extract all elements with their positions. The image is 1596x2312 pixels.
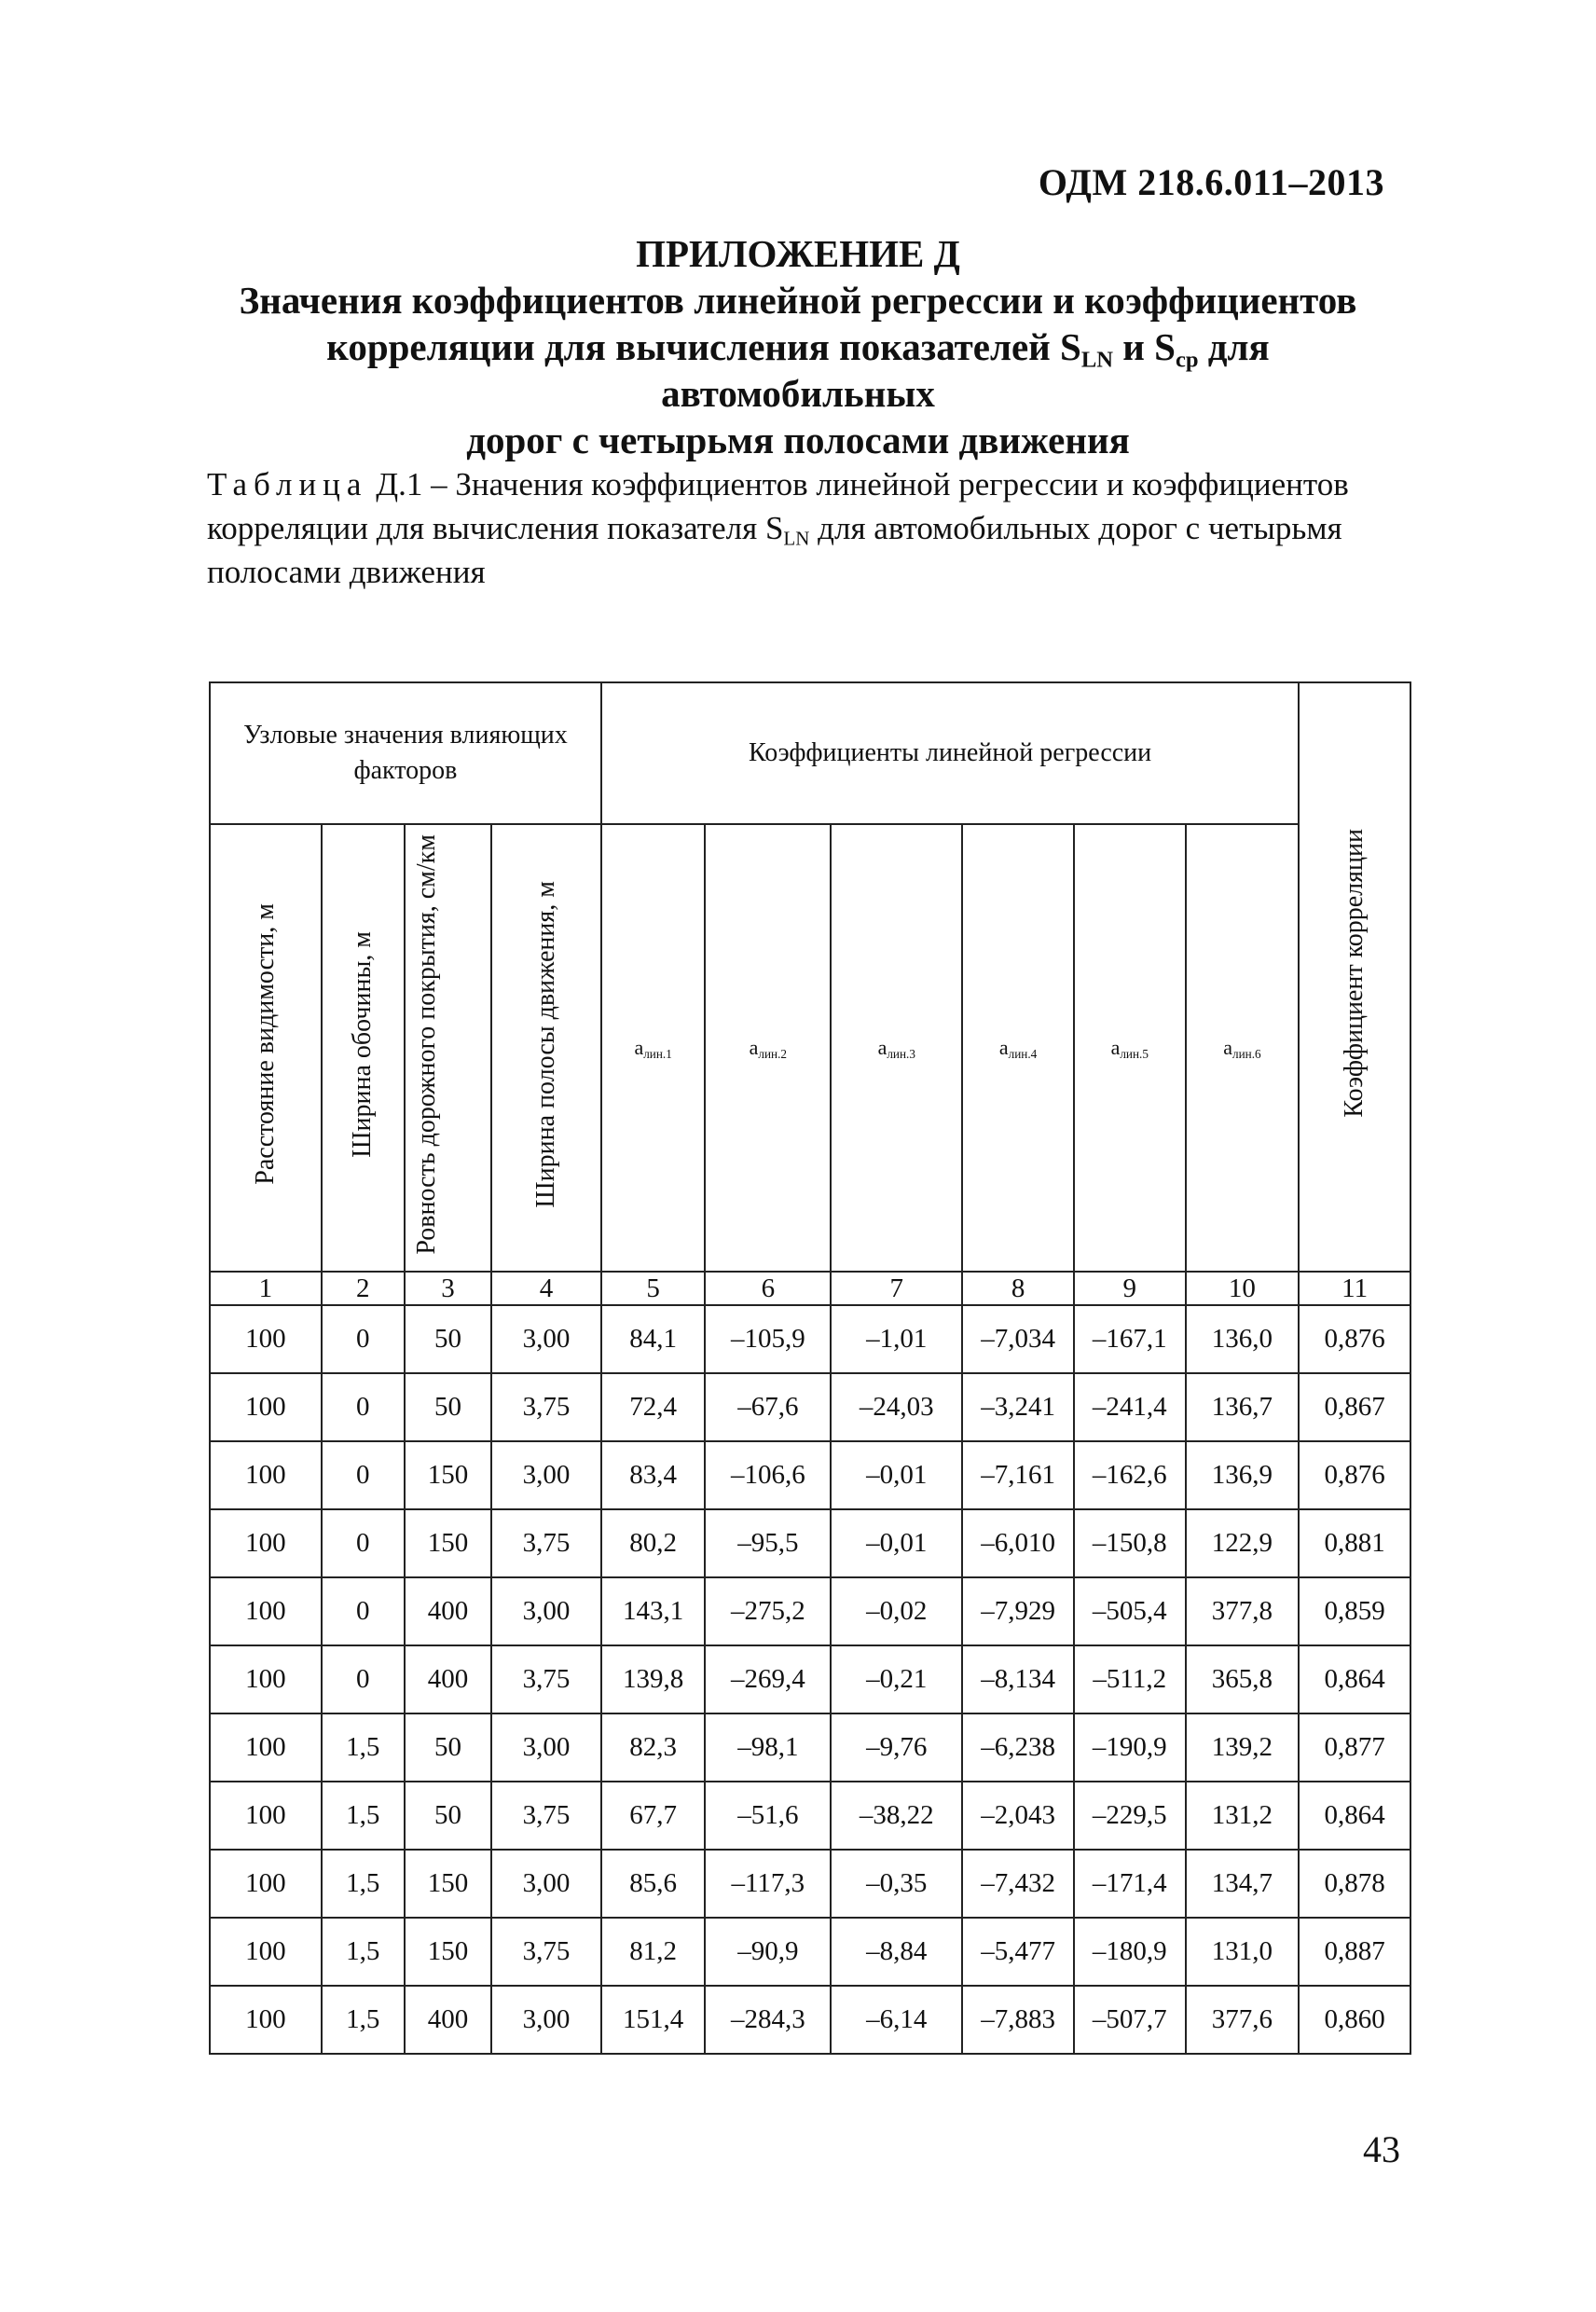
header-correlation-label: Коэффициент корреляции xyxy=(1340,829,1369,1118)
table-cell: –0,21 xyxy=(831,1645,962,1713)
table-cell: 151,4 xyxy=(601,1986,706,2054)
table-cell: 50 xyxy=(405,1782,491,1850)
column-number-cell: 11 xyxy=(1299,1272,1410,1305)
column-number-cell: 8 xyxy=(962,1272,1074,1305)
table-cell: 3,00 xyxy=(491,1986,601,2054)
table-row xyxy=(210,1645,1410,1713)
table-row xyxy=(210,1305,1410,1373)
column-number-cell: 9 xyxy=(1074,1272,1186,1305)
table-cell: –150,8 xyxy=(1074,1509,1186,1577)
header-visibility-distance xyxy=(210,824,322,1272)
header-shoulder-width xyxy=(322,824,405,1272)
table-cell: 3,00 xyxy=(491,1713,601,1782)
table-cell: –7,929 xyxy=(962,1577,1074,1645)
heading-line-1: Значения коэффициентов линейной регрессии и коэффициентов xyxy=(239,279,1357,322)
table-cell: –98,1 xyxy=(705,1713,831,1782)
page-number: 43 xyxy=(1363,2128,1400,2170)
table-cell: –0,01 xyxy=(831,1441,962,1509)
table-cell: 0 xyxy=(322,1577,405,1645)
table-cell: –167,1 xyxy=(1074,1305,1186,1373)
table-cell: 3,75 xyxy=(491,1373,601,1441)
table-cell: 131,2 xyxy=(1186,1782,1300,1850)
table-cell: 82,3 xyxy=(601,1713,706,1782)
table-cell: 1,5 xyxy=(322,1782,405,1850)
table-cell: –190,9 xyxy=(1074,1713,1186,1782)
table-cell: 0,876 xyxy=(1299,1305,1410,1373)
table-cell: –0,02 xyxy=(831,1577,962,1645)
table-cell: –38,22 xyxy=(831,1782,962,1850)
appendix-title: ПРИЛОЖЕНИЕ Д xyxy=(636,232,960,275)
column-number-cell: 3 xyxy=(405,1272,491,1305)
table-cell: 100 xyxy=(210,1373,322,1441)
table-row xyxy=(210,1713,1410,1782)
heading-text: корреляции для вычисления показателей S xyxy=(326,325,1081,368)
group-header-factors: Узловые значения влияющих факторов xyxy=(210,682,601,824)
table-cell: 100 xyxy=(210,1441,322,1509)
table-cell: 100 xyxy=(210,1509,322,1577)
table-cell: 3,00 xyxy=(491,1305,601,1373)
table-cell: 136,9 xyxy=(1186,1441,1300,1509)
table-row xyxy=(210,1918,1410,1986)
table-row xyxy=(210,1441,1410,1509)
table-cell: 1,5 xyxy=(322,1918,405,1986)
caption-label: Таблица xyxy=(207,466,368,502)
column-number-cell: 7 xyxy=(831,1272,962,1305)
table-cell: –7,161 xyxy=(962,1441,1074,1509)
table-cell: 100 xyxy=(210,1645,322,1713)
table-cell: 139,2 xyxy=(1186,1713,1300,1782)
table-cell: –3,241 xyxy=(962,1373,1074,1441)
table-cell: –9,76 xyxy=(831,1713,962,1782)
table-cell: 365,8 xyxy=(1186,1645,1300,1713)
table-cell: 0 xyxy=(322,1441,405,1509)
table-cell: 0,867 xyxy=(1299,1373,1410,1441)
header-label: Ширина обочины, м xyxy=(348,930,378,1158)
table-cell: 81,2 xyxy=(601,1918,706,1986)
table-cell: –0,01 xyxy=(831,1509,962,1577)
table-cell: 3,00 xyxy=(491,1441,601,1509)
table-cell: 84,1 xyxy=(601,1305,706,1373)
appendix-heading xyxy=(186,277,1410,463)
table-cell: 1,5 xyxy=(322,1850,405,1918)
table-cell: 3,00 xyxy=(491,1850,601,1918)
table-cell: –7,432 xyxy=(962,1850,1074,1918)
table-cell: 139,8 xyxy=(601,1645,706,1713)
heading-line-2 xyxy=(186,323,1410,417)
table-cell: 134,7 xyxy=(1186,1850,1300,1918)
table-cell: 150 xyxy=(405,1441,491,1509)
table-row xyxy=(210,1373,1410,1441)
heading-subscript: LN xyxy=(1080,347,1114,373)
column-number-cell: 10 xyxy=(1186,1272,1300,1305)
table-row xyxy=(210,1782,1410,1850)
caption-text: для автомобильных дорог с четырьмя xyxy=(809,510,1342,546)
table-cell: 100 xyxy=(210,1713,322,1782)
table-cell: 3,75 xyxy=(491,1782,601,1850)
caption-text: полосами движения xyxy=(207,554,486,590)
table-cell: –275,2 xyxy=(705,1577,831,1645)
table-cell: 150 xyxy=(405,1918,491,1986)
table-cell: 100 xyxy=(210,1850,322,1918)
header-label: Ширина полосы движения, м xyxy=(531,880,561,1208)
coefficients-table xyxy=(209,681,1411,2055)
table-cell: –105,9 xyxy=(705,1305,831,1373)
header-correlation xyxy=(1299,682,1410,1272)
table-cell: 400 xyxy=(405,1645,491,1713)
table-cell: –67,6 xyxy=(705,1373,831,1441)
table-cell: 0,877 xyxy=(1299,1713,1410,1782)
header-label: Расстояние видимости, м xyxy=(250,903,280,1185)
table-cell: –7,883 xyxy=(962,1986,1074,2054)
table-cell: 85,6 xyxy=(601,1850,706,1918)
table-cell: 122,9 xyxy=(1186,1509,1300,1577)
column-number-cell: 2 xyxy=(322,1272,405,1305)
table-cell: 100 xyxy=(210,1986,322,2054)
table-cell: 400 xyxy=(405,1986,491,2054)
table-cell: –5,477 xyxy=(962,1918,1074,1986)
table-row xyxy=(210,1850,1410,1918)
caption-text: Д.1 – Значения коэффициентов линейной регрессии и коэффициентов xyxy=(367,466,1349,502)
table-cell: 0 xyxy=(322,1373,405,1441)
table-cell: –229,5 xyxy=(1074,1782,1186,1850)
table-cell: –8,84 xyxy=(831,1918,962,1986)
group-header-coefficients: Коэффициенты линейной регрессии xyxy=(601,682,1299,824)
header-coef-1: $a_{лин.1}$ xyxy=(601,824,706,1272)
header-coef-4: $a_{лин.4}$ xyxy=(962,824,1074,1272)
table-cell: –511,2 xyxy=(1074,1645,1186,1713)
header-label: Ровность дорожного покрытия, см/км xyxy=(411,833,441,1255)
header-lane-width xyxy=(491,824,601,1272)
table-cell: 143,1 xyxy=(601,1577,706,1645)
table-cell: –117,3 xyxy=(705,1850,831,1918)
table-cell: 3,75 xyxy=(491,1509,601,1577)
table-cell: 131,0 xyxy=(1186,1918,1300,1986)
column-number-cell: 5 xyxy=(601,1272,706,1305)
table-cell: –6,010 xyxy=(962,1509,1074,1577)
table-cell: 72,4 xyxy=(601,1373,706,1441)
heading-text: и S xyxy=(1113,325,1176,368)
table-cell: 0,864 xyxy=(1299,1782,1410,1850)
table-cell: 3,00 xyxy=(491,1577,601,1645)
header-coef-3: $a_{лин.3}$ xyxy=(831,824,962,1272)
table-cell: –171,4 xyxy=(1074,1850,1186,1918)
table-cell: –90,9 xyxy=(705,1918,831,1986)
table-cell: 0 xyxy=(322,1645,405,1713)
table-cell: –8,134 xyxy=(962,1645,1074,1713)
header-coef-5: $a_{лин.5}$ xyxy=(1074,824,1186,1272)
heading-subscript: ср xyxy=(1175,347,1199,373)
table-cell: 0,881 xyxy=(1299,1509,1410,1577)
heading-text: для автомобильных xyxy=(661,325,1270,415)
table-cell: 100 xyxy=(210,1918,322,1986)
caption-subscript: LN xyxy=(783,527,810,550)
table-cell: 50 xyxy=(405,1373,491,1441)
header-coef-6: $a_{лин.6}$ xyxy=(1186,824,1300,1272)
table-cell: 150 xyxy=(405,1509,491,1577)
header-coef-2: $a_{лин.2}$ xyxy=(705,824,831,1272)
table-row xyxy=(210,1509,1410,1577)
column-number-cell: 1 xyxy=(210,1272,322,1305)
table-cell: –7,034 xyxy=(962,1305,1074,1373)
table-cell: –51,6 xyxy=(705,1782,831,1850)
table-cell: –180,9 xyxy=(1074,1918,1186,1986)
table-row xyxy=(210,1577,1410,1645)
table-cell: 377,8 xyxy=(1186,1577,1300,1645)
table-cell: 50 xyxy=(405,1713,491,1782)
table-cell: –106,6 xyxy=(705,1441,831,1509)
table-row xyxy=(210,1986,1410,2054)
table-cell: 100 xyxy=(210,1782,322,1850)
table-cell: 150 xyxy=(405,1850,491,1918)
table-cell: 100 xyxy=(210,1577,322,1645)
header-road-roughness xyxy=(405,824,491,1272)
document-code: ОДМ 218.6.011–2013 xyxy=(1038,161,1384,203)
table-cell: –284,3 xyxy=(705,1986,831,2054)
table-cell: 50 xyxy=(405,1305,491,1373)
table-cell: 67,7 xyxy=(601,1782,706,1850)
table-caption xyxy=(207,462,1419,594)
table-cell: –95,5 xyxy=(705,1509,831,1577)
table-cell: 0 xyxy=(322,1305,405,1373)
table-cell: 377,6 xyxy=(1186,1986,1300,2054)
table-cell: 0,878 xyxy=(1299,1850,1410,1918)
table-cell: 0,887 xyxy=(1299,1918,1410,1986)
table-cell: –0,35 xyxy=(831,1850,962,1918)
table-cell: 83,4 xyxy=(601,1441,706,1509)
column-number-cell: 6 xyxy=(705,1272,831,1305)
table-cell: –6,14 xyxy=(831,1986,962,2054)
table-cell: 400 xyxy=(405,1577,491,1645)
table-cell: –269,4 xyxy=(705,1645,831,1713)
table-cell: 100 xyxy=(210,1305,322,1373)
table-cell: –505,4 xyxy=(1074,1577,1186,1645)
table-cell: –162,6 xyxy=(1074,1441,1186,1509)
table-cell: 0 xyxy=(322,1509,405,1577)
table-cell: 3,75 xyxy=(491,1918,601,1986)
column-number-cell: 4 xyxy=(491,1272,601,1305)
table-cell: 0,859 xyxy=(1299,1577,1410,1645)
table-cell: –1,01 xyxy=(831,1305,962,1373)
table-cell: 1,5 xyxy=(322,1986,405,2054)
table-cell: 80,2 xyxy=(601,1509,706,1577)
table-cell: 0,876 xyxy=(1299,1441,1410,1509)
table-cell: –24,03 xyxy=(831,1373,962,1441)
table-cell: 1,5 xyxy=(322,1713,405,1782)
table-cell: 0,860 xyxy=(1299,1986,1410,2054)
table-cell: 136,0 xyxy=(1186,1305,1300,1373)
column-number-row xyxy=(210,1272,1410,1305)
table-cell: 3,75 xyxy=(491,1645,601,1713)
caption-text: корреляции для вычисления показателя S xyxy=(207,510,784,546)
table-cell: –507,7 xyxy=(1074,1986,1186,2054)
table-cell: –2,043 xyxy=(962,1782,1074,1850)
table-cell: 136,7 xyxy=(1186,1373,1300,1441)
table-cell: –6,238 xyxy=(962,1713,1074,1782)
heading-line-3: дорог с четырьмя полосами движения xyxy=(466,419,1130,461)
table-cell: –241,4 xyxy=(1074,1373,1186,1441)
table-cell: 0,864 xyxy=(1299,1645,1410,1713)
